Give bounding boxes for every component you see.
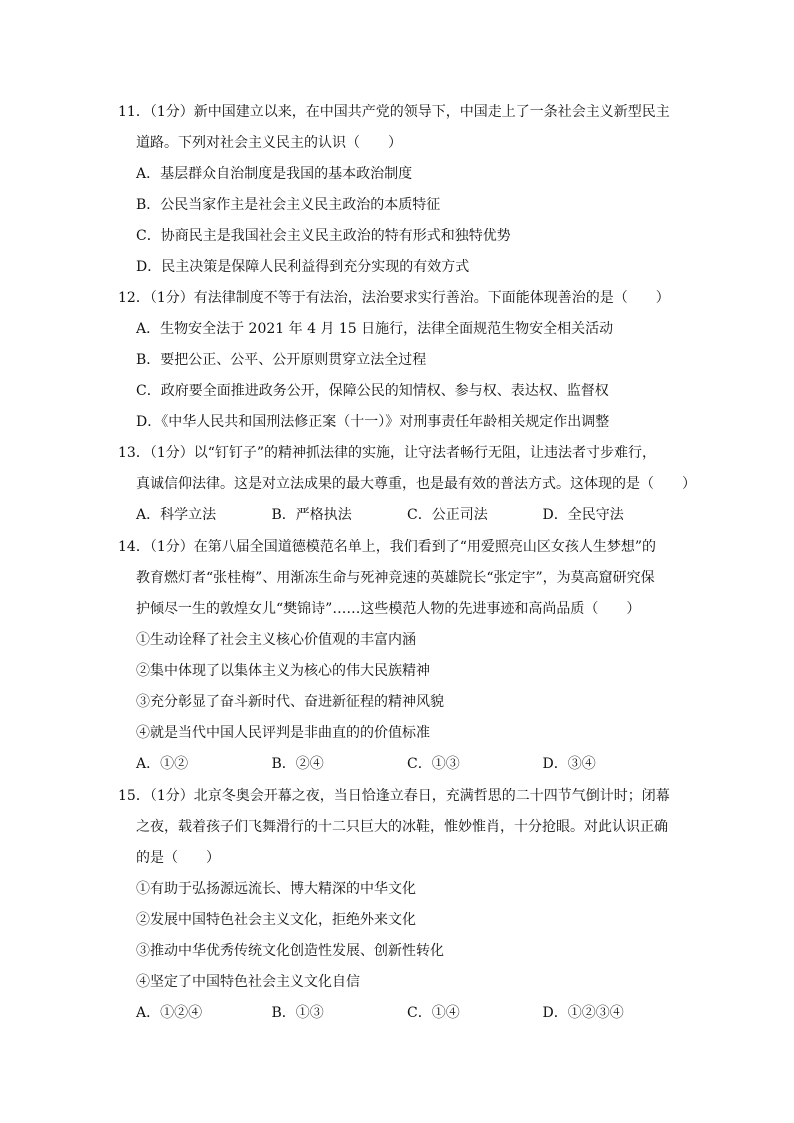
statement-4: ④坚定了中国特色社会主义文化自信: [136, 974, 360, 990]
option-a: A．基层群众自治制度是我国的基本政治制度: [136, 166, 413, 182]
option-d: D．①②③④: [542, 1005, 624, 1021]
question-stem-line: 教育燃灯者“张桂梅”、用渐冻生命与死神竞速的英雄院长“张定宇”，为莫高窟研究保: [136, 570, 655, 586]
option-c: C．公正司法: [407, 507, 488, 523]
question-stem-line: 护倾尽一生的敦煌女儿“樊锦诗”……这些模范人物的先进事迹和高尚品质（ ）: [136, 601, 641, 617]
option-b: B．②④: [271, 756, 324, 772]
question-stem-line: 道路。下列对社会主义民主的认识（ ）: [136, 135, 402, 151]
options-row: [118, 500, 678, 531]
option-c: C．①③: [407, 756, 460, 772]
option-a: A．①②: [136, 756, 189, 772]
option-a: A．生物安全法于 2021 年 4 月 15 日施行，法律全面规范生物安全相关活动: [136, 321, 614, 337]
options-row: [118, 998, 678, 1029]
statement-3: ③充分彰显了奋斗新时代、奋进新征程的精神风貌: [136, 694, 444, 710]
option-d: D．全民守法: [542, 507, 624, 523]
question-13: [118, 438, 696, 531]
question-14: [118, 532, 678, 780]
question-stem-line: 的是（ ）: [136, 850, 220, 866]
question-stem-line: 之夜，载着孩子们飞舞滑行的十二只巨大的冰鞋，惟妙惟肖，十分抢眼。对此认识正确: [136, 819, 668, 835]
option-a: A．科学立法: [136, 507, 217, 523]
question-stem-line: 15．（1分）北京冬奥会开幕之夜，当日恰逢立春日，充满哲思的二十四节气倒计时；闭幕: [118, 788, 670, 804]
question-stem-line: 14．（1分）在第八届全国道德模范名单上，我们看到了“用爱照亮山区女孩人生梦想”的: [118, 539, 657, 555]
option-b: B．①③: [271, 1005, 324, 1021]
option-a: A．①②④: [136, 1005, 203, 1021]
option-b: B．公民当家作主是社会主义民主政治的本质特征: [136, 197, 441, 213]
statement-2: ②集中体现了以集体主义为核心的伟大民族精神: [136, 663, 430, 679]
option-d: D．③④: [542, 756, 596, 772]
option-b: B．严格执法: [271, 507, 352, 523]
question-stem-line: 11．（1分）新中国建立以来，在中国共产党的领导下，中国走上了一条社会主义新型民主: [118, 104, 670, 120]
option-d: D．《中华人民共和国刑法修正案（十一）》对刑事责任年龄相关规定作出调整: [136, 414, 610, 430]
question-stem-line: 12．（1分）有法律制度不等于有法治，法治要求实行善治。下面能体现善治的是（ ）: [118, 290, 670, 306]
question-15: [118, 781, 678, 1029]
statement-3: ③推动中华优秀传统文化创造性发展、创新性转化: [136, 943, 444, 959]
question-12: [118, 283, 678, 438]
option-c: C．政府要全面推进政务公开，保障公民的知情权、参与权、表达权、监督权: [136, 383, 609, 399]
statement-4: ④就是当代中国人民评判是非曲直的的价值标准: [136, 725, 430, 741]
option-c: C．协商民主是我国社会主义民主政治的特有形式和独特优势: [136, 228, 511, 244]
option-d: D．民主决策是保障人民利益得到充分实现的有效方式: [136, 259, 470, 275]
question-stem-line: 真诚信仰法律。这是对立法成果的最大尊重，也是最有效的普法方式。这体现的是（ ）: [136, 476, 696, 492]
option-b: B．要把公正、公平、公开原则贯穿立法全过程: [136, 352, 427, 368]
options-row: [118, 749, 678, 780]
question-stem-line: 13．（1分）以“钉钉子”的精神抓法律的实施，让守法者畅行无阻，让违法者寸步难行，: [118, 445, 657, 461]
statement-1: ①生动诠释了社会主义核心价值观的丰富内涵: [136, 632, 416, 648]
statement-2: ②发展中国特色社会主义文化，拒绝外来文化: [136, 912, 416, 928]
option-c: C．①④: [407, 1005, 460, 1021]
question-11: [118, 97, 678, 283]
statement-1: ①有助于弘扬源远流长、博大精深的中华文化: [136, 881, 416, 897]
